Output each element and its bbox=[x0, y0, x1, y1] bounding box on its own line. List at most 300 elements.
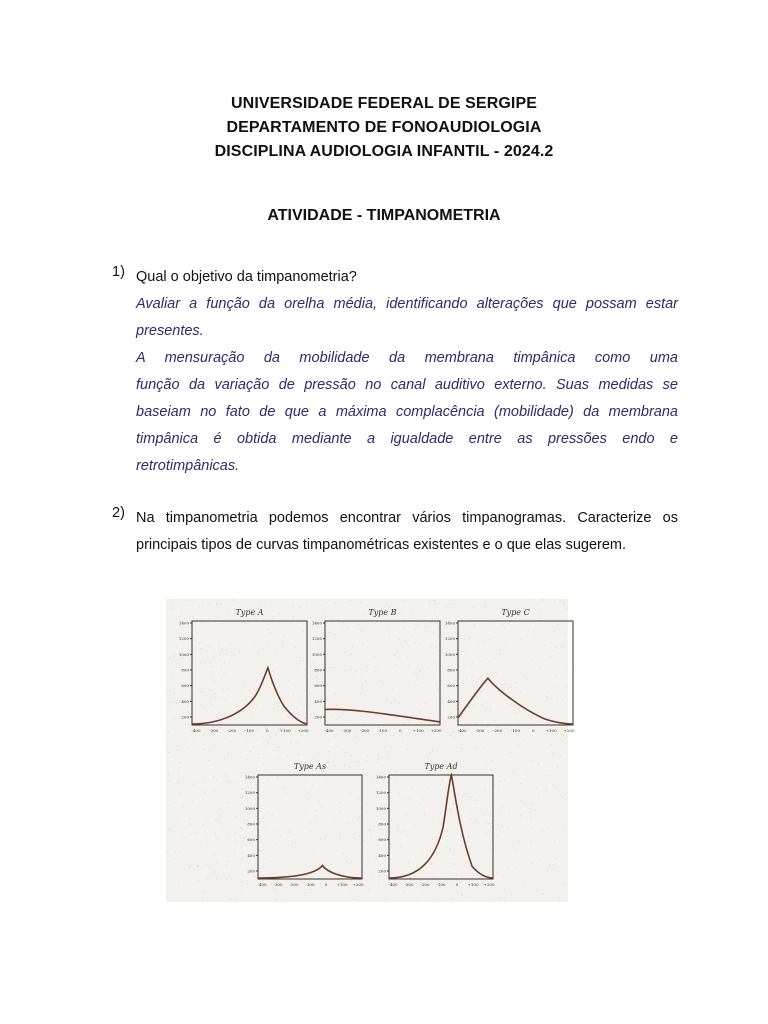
y-tick-label: 800 bbox=[247, 821, 255, 827]
paper-grain bbox=[395, 700, 396, 701]
question-text: Na timpanometria podemos encontrar vários timpanogramas. Caracterize os bbox=[136, 510, 678, 526]
paper-grain bbox=[372, 679, 373, 680]
paper-grain bbox=[469, 810, 470, 811]
paper-grain bbox=[559, 897, 560, 898]
paper-grain bbox=[492, 761, 493, 762]
paper-grain bbox=[212, 673, 213, 674]
paper-grain bbox=[176, 646, 177, 647]
paper-grain bbox=[440, 813, 441, 814]
paper-grain bbox=[436, 898, 437, 899]
paper-grain bbox=[306, 605, 307, 606]
paper-grain bbox=[450, 713, 451, 714]
paper-grain bbox=[465, 665, 466, 666]
paper-grain bbox=[504, 688, 505, 689]
paper-grain bbox=[304, 690, 305, 691]
paper-grain bbox=[357, 819, 358, 820]
paper-grain bbox=[438, 650, 439, 651]
paper-grain bbox=[227, 609, 228, 610]
paper-grain bbox=[362, 685, 363, 686]
paper-grain bbox=[307, 705, 308, 706]
plot-frame bbox=[389, 775, 493, 879]
paper-grain bbox=[286, 887, 287, 888]
paper-grain bbox=[226, 865, 227, 866]
y-tick-label: 600 bbox=[247, 837, 255, 843]
paper-grain bbox=[465, 639, 466, 640]
paper-grain bbox=[505, 684, 506, 685]
paper-grain bbox=[311, 714, 312, 715]
paper-grain bbox=[233, 600, 234, 601]
paper-grain bbox=[396, 778, 397, 779]
x-tick-label: -300 bbox=[404, 882, 414, 887]
paper-grain bbox=[287, 716, 288, 717]
paper-grain bbox=[220, 846, 221, 847]
y-tick-label: 1400 bbox=[244, 774, 255, 780]
paper-grain bbox=[498, 824, 499, 825]
paper-grain bbox=[400, 644, 401, 645]
paper-grain bbox=[305, 812, 306, 813]
paper-grain bbox=[211, 690, 212, 691]
paper-grain bbox=[366, 812, 367, 813]
paper-grain bbox=[196, 832, 197, 833]
paper-grain bbox=[400, 833, 401, 834]
paper-grain bbox=[351, 669, 352, 670]
paper-grain bbox=[334, 603, 335, 604]
paper-grain bbox=[434, 674, 435, 675]
paper-grain bbox=[538, 764, 539, 765]
paper-grain bbox=[346, 752, 347, 753]
paper-grain bbox=[309, 798, 310, 799]
y-tick-label: 1000 bbox=[311, 651, 322, 657]
paper-grain bbox=[387, 756, 388, 757]
question-1 bbox=[112, 264, 678, 480]
paper-grain bbox=[188, 748, 189, 749]
x-tick-label: -100 bbox=[378, 728, 387, 733]
paper-grain bbox=[357, 754, 358, 755]
paper-grain bbox=[439, 818, 440, 819]
paper-grain bbox=[275, 890, 276, 891]
paper-grain bbox=[438, 628, 439, 629]
paper-grain bbox=[311, 675, 312, 676]
paper-grain bbox=[552, 753, 553, 754]
y-tick-label: 1200 bbox=[244, 790, 255, 796]
paper-grain bbox=[193, 784, 194, 785]
paper-grain bbox=[344, 653, 345, 654]
paper-grain bbox=[179, 667, 180, 668]
paper-grain bbox=[335, 736, 336, 737]
paper-grain bbox=[317, 677, 318, 678]
paper-grain bbox=[523, 886, 524, 887]
paper-grain bbox=[331, 667, 332, 668]
paper-grain bbox=[186, 600, 187, 601]
paper-grain bbox=[339, 619, 340, 620]
paper-grain bbox=[414, 826, 415, 827]
paper-grain bbox=[342, 853, 343, 854]
paper-grain bbox=[307, 866, 308, 867]
paper-grain bbox=[475, 800, 476, 801]
paper-grain bbox=[231, 652, 232, 653]
paper-grain bbox=[189, 660, 190, 661]
paper-grain bbox=[515, 867, 516, 868]
paper-grain bbox=[387, 626, 388, 627]
paper-grain bbox=[403, 831, 404, 832]
paper-grain bbox=[550, 656, 551, 657]
paper-grain bbox=[566, 608, 567, 609]
paper-grain bbox=[277, 747, 278, 748]
tympanogram-illustration bbox=[166, 599, 575, 902]
paper-grain bbox=[351, 654, 352, 655]
paper-grain bbox=[478, 644, 479, 645]
paper-grain bbox=[424, 814, 425, 815]
paper-grain bbox=[521, 818, 522, 819]
paper-grain bbox=[548, 600, 549, 601]
paper-grain bbox=[205, 695, 206, 696]
paper-grain bbox=[172, 608, 173, 609]
paper-grain bbox=[320, 839, 321, 840]
paper-grain bbox=[482, 704, 483, 705]
paper-grain bbox=[452, 880, 453, 881]
paper-grain bbox=[487, 764, 488, 765]
paper-grain bbox=[526, 679, 527, 680]
paper-grain bbox=[368, 734, 369, 735]
paper-grain bbox=[309, 757, 310, 758]
paper-grain bbox=[197, 632, 198, 633]
paper-grain bbox=[560, 794, 561, 795]
paper-grain bbox=[473, 607, 474, 608]
paper-grain bbox=[311, 889, 312, 890]
paper-grain bbox=[185, 724, 186, 725]
paper-grain bbox=[538, 797, 539, 798]
x-tick-label: +100 bbox=[467, 882, 479, 887]
paper-grain bbox=[490, 832, 491, 833]
paper-grain bbox=[560, 756, 561, 757]
paper-grain bbox=[360, 602, 361, 603]
paper-grain bbox=[370, 830, 371, 831]
paper-grain bbox=[325, 864, 326, 865]
paper-grain bbox=[253, 718, 254, 719]
paper-grain bbox=[359, 817, 360, 818]
paper-grain bbox=[174, 702, 175, 703]
paper-grain bbox=[542, 889, 543, 890]
paper-grain bbox=[259, 601, 260, 602]
paper-grain bbox=[544, 893, 545, 894]
paper-grain bbox=[558, 653, 559, 654]
paper-grain bbox=[366, 670, 367, 671]
paper-grain bbox=[288, 680, 289, 681]
paper-grain bbox=[476, 792, 477, 793]
paper-grain bbox=[253, 643, 254, 644]
x-tick-label: 0 bbox=[532, 728, 535, 733]
paper-grain bbox=[234, 850, 235, 851]
paper-grain bbox=[271, 605, 272, 606]
paper-grain bbox=[532, 760, 533, 761]
paper-grain bbox=[278, 747, 279, 748]
paper-grain bbox=[247, 820, 248, 821]
x-tick-label: -100 bbox=[511, 728, 520, 733]
paper-grain bbox=[192, 802, 193, 803]
y-tick-label: 200 bbox=[181, 714, 189, 720]
paper-grain bbox=[565, 634, 566, 635]
paper-grain bbox=[230, 644, 231, 645]
y-tick-label: 1400 bbox=[311, 620, 322, 626]
paper-grain bbox=[485, 790, 486, 791]
paper-grain bbox=[405, 814, 406, 815]
x-tick-label: +200 bbox=[352, 882, 364, 887]
paper-grain bbox=[318, 760, 319, 761]
paper-grain bbox=[328, 751, 329, 752]
paper-grain bbox=[366, 760, 367, 761]
paper-grain bbox=[360, 693, 361, 694]
paper-grain bbox=[402, 610, 403, 611]
x-tick-label: -400 bbox=[457, 728, 467, 733]
paper-grain bbox=[560, 739, 561, 740]
paper-grain bbox=[476, 724, 477, 725]
paper-grain bbox=[334, 637, 335, 638]
paper-grain bbox=[520, 783, 521, 784]
university-name: UNIVERSIDADE FEDERAL DE SERGIPE bbox=[231, 95, 537, 112]
paper-grain bbox=[474, 624, 475, 625]
paper-grain bbox=[318, 644, 319, 645]
paper-grain bbox=[287, 755, 288, 756]
paper-grain bbox=[217, 602, 218, 603]
paper-grain bbox=[168, 896, 169, 897]
paper-grain bbox=[347, 720, 348, 721]
paper-grain bbox=[540, 668, 541, 669]
paper-grain bbox=[293, 606, 294, 607]
paper-grain bbox=[216, 877, 217, 878]
paper-grain bbox=[276, 843, 277, 844]
paper-grain bbox=[284, 637, 285, 638]
paper-grain bbox=[273, 889, 274, 890]
paper-grain bbox=[484, 606, 485, 607]
paper-grain bbox=[466, 793, 467, 794]
paper-grain bbox=[363, 717, 364, 718]
paper-grain bbox=[219, 660, 220, 661]
paper-grain bbox=[189, 677, 190, 678]
paper-grain bbox=[504, 888, 505, 889]
paper-grain bbox=[174, 718, 175, 719]
paper-grain bbox=[465, 651, 466, 652]
paper-grain bbox=[402, 733, 403, 734]
paper-grain bbox=[481, 661, 482, 662]
x-tick-label: -400 bbox=[191, 728, 201, 733]
paper-grain bbox=[320, 886, 321, 887]
paper-grain bbox=[521, 801, 522, 802]
paper-grain bbox=[202, 648, 203, 649]
paper-grain bbox=[172, 606, 173, 607]
paper-grain bbox=[546, 790, 547, 791]
paper-grain bbox=[517, 723, 518, 724]
paper-grain bbox=[563, 604, 564, 605]
paper-grain bbox=[248, 787, 249, 788]
y-tick-label: 1200 bbox=[311, 636, 322, 642]
paper-grain bbox=[195, 666, 196, 667]
paper-grain bbox=[490, 710, 491, 711]
paper-grain bbox=[283, 787, 284, 788]
paper-grain bbox=[284, 701, 285, 702]
paper-grain bbox=[202, 706, 203, 707]
paper-grain bbox=[562, 796, 563, 797]
paper-grain bbox=[325, 658, 326, 659]
paper-grain bbox=[246, 759, 247, 760]
paper-grain bbox=[419, 671, 420, 672]
x-tick-label: 0 bbox=[455, 882, 459, 887]
paper-grain bbox=[367, 772, 368, 773]
paper-grain bbox=[492, 826, 493, 827]
paper-grain bbox=[359, 836, 360, 837]
paper-grain bbox=[239, 651, 240, 652]
paper-grain bbox=[334, 763, 335, 764]
paper-grain bbox=[358, 798, 359, 799]
paper-grain bbox=[469, 638, 470, 639]
paper-grain bbox=[207, 878, 208, 879]
tympanogram-panel bbox=[245, 762, 364, 887]
paper-grain bbox=[421, 850, 422, 851]
paper-grain bbox=[378, 755, 379, 756]
paper-grain bbox=[396, 771, 397, 772]
paper-grain bbox=[225, 738, 226, 739]
paper-grain bbox=[166, 747, 167, 748]
paper-grain bbox=[539, 618, 540, 619]
paper-grain bbox=[316, 677, 317, 678]
paper-grain bbox=[454, 864, 455, 865]
paper-grain bbox=[408, 721, 409, 722]
paper-grain bbox=[408, 862, 409, 863]
paper-grain bbox=[230, 782, 231, 783]
x-tick-label: +200 bbox=[563, 728, 575, 733]
paper-grain bbox=[390, 843, 391, 844]
paper-grain bbox=[389, 636, 390, 637]
paper-grain bbox=[392, 689, 393, 690]
paper-grain bbox=[431, 622, 432, 623]
paper-grain bbox=[472, 662, 473, 663]
paper-grain bbox=[351, 861, 352, 862]
paper-grain bbox=[420, 643, 421, 644]
paper-grain bbox=[436, 684, 437, 685]
paper-grain bbox=[446, 836, 447, 837]
paper-grain bbox=[402, 741, 403, 742]
paper-grain bbox=[308, 792, 309, 793]
paper-grain bbox=[454, 737, 455, 738]
paper-grain bbox=[193, 617, 194, 618]
paper-grain bbox=[353, 675, 354, 676]
paper-grain bbox=[198, 782, 199, 783]
paper-grain bbox=[328, 632, 329, 633]
paper-grain bbox=[564, 646, 565, 647]
paper-grain bbox=[478, 878, 479, 879]
y-tick-label: 600 bbox=[314, 683, 322, 689]
paper-grain bbox=[276, 654, 277, 655]
paper-grain bbox=[193, 637, 194, 638]
paper-grain bbox=[183, 806, 184, 807]
paper-grain bbox=[500, 653, 501, 654]
paper-grain bbox=[363, 769, 364, 770]
paper-grain bbox=[544, 845, 545, 846]
paper-grain bbox=[183, 838, 184, 839]
paper-grain bbox=[224, 673, 225, 674]
paper-grain bbox=[310, 823, 311, 824]
paper-grain bbox=[312, 785, 313, 786]
paper-grain bbox=[256, 705, 257, 706]
paper-grain bbox=[221, 677, 222, 678]
paper-grain bbox=[166, 736, 167, 737]
panel-title: Type B bbox=[368, 608, 397, 617]
paper-grain bbox=[560, 710, 561, 711]
paper-grain bbox=[358, 896, 359, 897]
paper-grain bbox=[436, 647, 437, 648]
paper-grain bbox=[484, 814, 485, 815]
paper-grain bbox=[536, 787, 537, 788]
paper-grain bbox=[322, 675, 323, 676]
activity-title: ATIVIDADE - TIMPANOMETRIA bbox=[267, 207, 501, 224]
paper-grain bbox=[345, 670, 346, 671]
paper-grain bbox=[369, 829, 370, 830]
y-tick-label: 600 bbox=[378, 837, 386, 843]
paper-grain bbox=[295, 647, 296, 648]
answer-line: retrotimpânicas. bbox=[136, 458, 240, 474]
paper-grain bbox=[505, 643, 506, 644]
paper-grain bbox=[260, 823, 261, 824]
paper-grain bbox=[226, 878, 227, 879]
paper-grain bbox=[275, 734, 276, 735]
paper-grain bbox=[240, 837, 241, 838]
paper-grain bbox=[320, 883, 321, 884]
paper-grain bbox=[222, 827, 223, 828]
paper-grain bbox=[354, 834, 355, 835]
y-tick-label: 800 bbox=[314, 667, 322, 673]
paper-grain bbox=[478, 678, 479, 679]
panel-title: Type C bbox=[501, 608, 530, 617]
paper-grain bbox=[214, 693, 215, 694]
paper-grain bbox=[427, 788, 428, 789]
paper-grain bbox=[533, 885, 534, 886]
paper-grain bbox=[359, 761, 360, 762]
paper-grain bbox=[343, 713, 344, 714]
x-tick-label: +200 bbox=[297, 728, 309, 733]
paper-grain bbox=[235, 817, 236, 818]
paper-grain bbox=[542, 893, 543, 894]
paper-grain bbox=[327, 761, 328, 762]
paper-grain bbox=[331, 716, 332, 717]
paper-grain bbox=[169, 658, 170, 659]
paper-grain bbox=[336, 704, 337, 705]
paper-grain bbox=[240, 828, 241, 829]
paper-grain bbox=[528, 631, 529, 632]
y-tick-label: 200 bbox=[447, 714, 455, 720]
paper-grain bbox=[245, 740, 246, 741]
paper-grain bbox=[485, 604, 486, 605]
paper-grain bbox=[295, 843, 296, 844]
paper-grain bbox=[460, 748, 461, 749]
paper-grain bbox=[525, 671, 526, 672]
paper-grain bbox=[292, 847, 293, 848]
paper-grain bbox=[466, 862, 467, 863]
paper-grain bbox=[242, 796, 243, 797]
paper-grain bbox=[486, 702, 487, 703]
paper-grain bbox=[174, 858, 175, 859]
paper-grain bbox=[550, 698, 551, 699]
paper-grain bbox=[208, 736, 209, 737]
paper-grain bbox=[274, 708, 275, 709]
paper-grain bbox=[507, 827, 508, 828]
paper-grain bbox=[503, 624, 504, 625]
paper-grain bbox=[530, 818, 531, 819]
paper-grain bbox=[352, 646, 353, 647]
paper-grain bbox=[339, 872, 340, 873]
paper-grain bbox=[361, 675, 362, 676]
x-tick-label: +100 bbox=[279, 728, 291, 733]
paper-grain bbox=[520, 638, 521, 639]
x-tick-label: -200 bbox=[289, 882, 299, 887]
